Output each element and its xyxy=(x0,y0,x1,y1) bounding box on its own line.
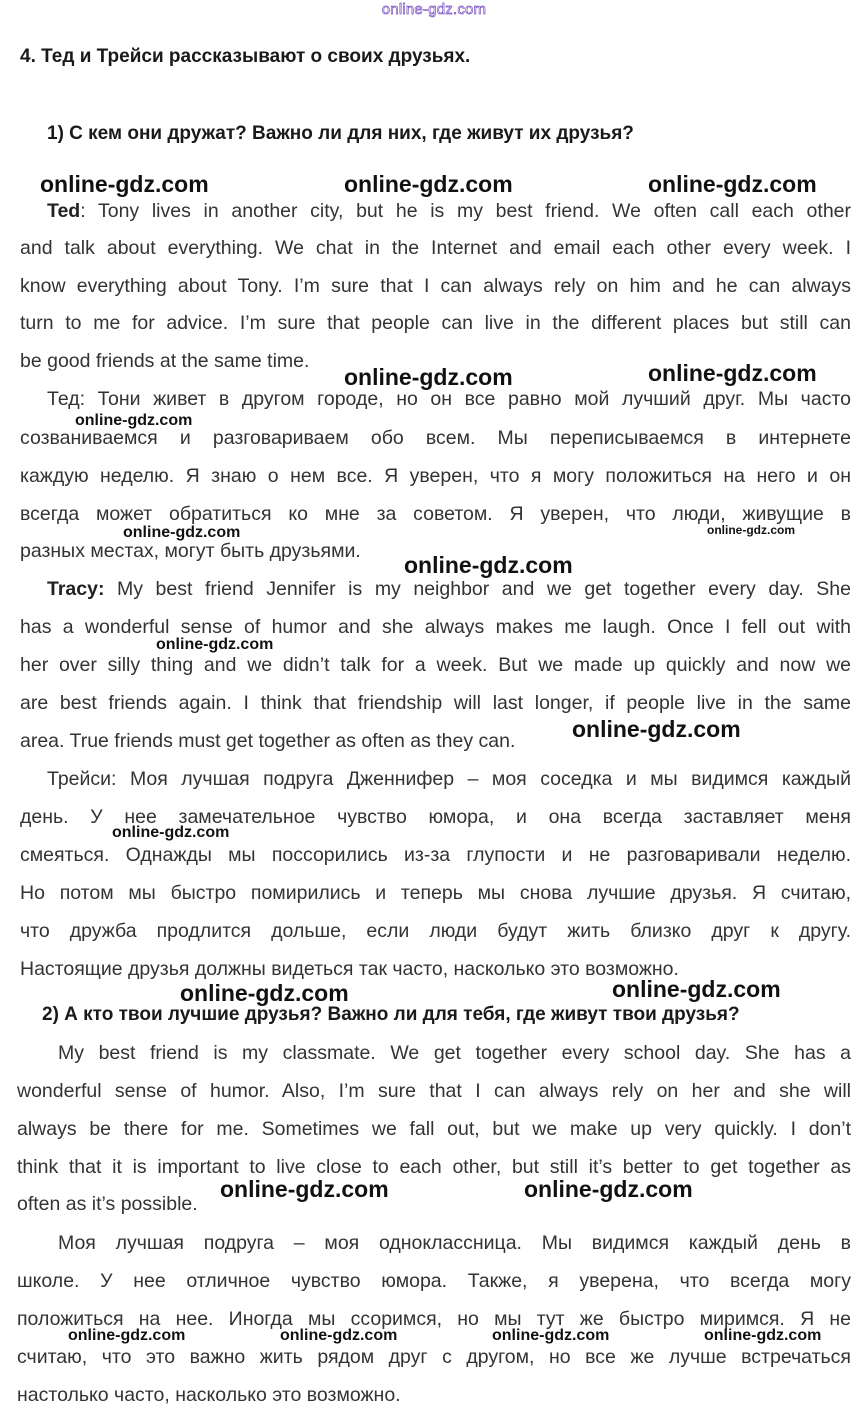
watermark: online-gdz.com xyxy=(404,552,573,578)
watermark: online-gdz.com xyxy=(75,412,193,429)
watermark: online-gdz.com xyxy=(156,636,274,653)
watermark: online-gdz.com xyxy=(40,171,209,197)
tracy-ru-line-2: день. У нее замечательное чувство юмора, и она всегда заставляет меня xyxy=(20,806,851,828)
ted-name: Ted xyxy=(47,200,81,222)
ted-ru-line-4: всегда может обратиться ко мне за советом. Я уверен, что люди, живущие в xyxy=(20,503,851,525)
tracy-ru-line-3: смеяться. Однажды мы поссорились из-за глупости и не разговаривали неделю. xyxy=(20,844,851,866)
watermark: online-gdz.com xyxy=(707,523,795,537)
watermark: online-gdz.com xyxy=(112,824,230,841)
ted-en-line-5: be good friends at the same time. xyxy=(20,350,310,372)
ted-en-line-3: know everything about Tony. I’m sure that I can always rely on him and he can always xyxy=(20,275,851,297)
answer-ru-line-3: положиться на нее. Иногда мы ссоримся, но мы тут же быстро миримся. Я не xyxy=(17,1308,851,1330)
watermark: online-gdz.com xyxy=(648,360,817,386)
watermark: online-gdz.com xyxy=(524,1176,693,1202)
watermark: online-gdz.com xyxy=(344,364,513,390)
ted-ru-line-3: каждую неделю. Я знаю о нем все. Я уверен, что я могу положиться на него и он xyxy=(20,465,851,487)
ted-ru-line-1: Тед: Тони живет в другом городе, но он все равно мой лучший друг. Мы часто xyxy=(47,388,851,410)
answer-en-line-5: often as it’s possible. xyxy=(17,1193,198,1215)
answer-en-line-4: think that it is important to live close to each other, but still it’s better to get together as xyxy=(17,1156,851,1178)
task-title: 4. Тед и Трейси рассказывают о своих друзьях. xyxy=(20,46,471,67)
ted-en-line-4: turn to me for advice. I’m sure that people can live in the different places but still can xyxy=(20,312,851,334)
watermark: online-gdz.com xyxy=(220,1176,389,1202)
watermark-top: online-gdz.com xyxy=(381,1,487,18)
answer-ru-line-2: школе. У нее отличное чувство юмора. Также, я уверена, что всегда могу xyxy=(17,1270,851,1292)
tracy-en-line-2: has a wonderful sense of humor and she always makes me laugh. Once I fell out with xyxy=(20,616,851,638)
answer-ru-line-5: настолько часто, насколько это возможно. xyxy=(17,1384,401,1406)
watermark: online-gdz.com xyxy=(492,1327,610,1344)
tracy-en-line-5: area. True friends must get together as often as they can. xyxy=(20,730,516,752)
watermark: online-gdz.com xyxy=(68,1327,186,1344)
tracy-ru-line-1: Трейси: Моя лучшая подруга Дженнифер – моя соседка и мы видимся каждый xyxy=(47,768,851,790)
answer-en-line-2: wonderful sense of humor. Also, I’m sure that I can always rely on her and she will xyxy=(17,1080,851,1102)
watermark: online-gdz.com xyxy=(280,1327,398,1344)
tracy-en-line-4: are best friends again. I think that friendship will last longer, if people live in the same xyxy=(20,692,851,714)
watermark: online-gdz.com xyxy=(344,171,513,197)
tracy-en-line-3: her over silly thing and we didn’t talk for a week. But we made up quickly and now we xyxy=(20,654,851,676)
question-1: 1) С кем они дружат? Важно ли для них, где живут их друзья? xyxy=(47,123,634,144)
answer-ru-line-1: Моя лучшая подруга – моя одноклассница. Мы видимся каждый день в xyxy=(58,1232,851,1254)
answer-ru-line-4: считаю, что это важно жить рядом друг с другом, но все же лучше встречаться xyxy=(17,1346,851,1368)
ted-ru-line-2: созваниваемся и разговариваем обо всем. Мы переписываемся в интернете xyxy=(20,427,851,449)
watermark: online-gdz.com xyxy=(612,976,781,1002)
answer-en-line-3: always be there for me. Sometimes we fall out, but we make up very quickly. I don’t xyxy=(17,1118,851,1140)
tracy-en-line-1: Tracy: My best friend Jennifer is my neighbor and we get together every day. She xyxy=(47,578,851,600)
ted-en-line-2: and talk about everything. We chat in the Internet and email each other every week. I xyxy=(20,237,851,259)
tracy-ru-line-5: что дружба продлится дольше, если люди будут жить близко друг к другу. xyxy=(20,920,851,942)
question-2: 2) А кто твои лучшие друзья? Важно ли для тебя, где живут твои друзья? xyxy=(42,1004,740,1025)
tracy-name: Tracy: xyxy=(47,578,105,600)
answer-en-line-1: My best friend is my classmate. We get together every school day. She has a xyxy=(58,1042,851,1064)
tracy-ru-line-6: Настоящие друзья должны видеться так часто, насколько это возможно. xyxy=(20,958,679,980)
ted-ru-line-5: разных местах, могут быть друзьями. xyxy=(20,540,361,562)
tracy-ru-line-4: Но потом мы быстро помирились и теперь мы снова лучшие друзья. Я считаю, xyxy=(20,882,851,904)
ted-en-line-1: Ted: Tony lives in another city, but he is my best friend. We often call each other xyxy=(47,200,851,222)
watermark: online-gdz.com xyxy=(704,1327,822,1344)
watermark: online-gdz.com xyxy=(180,980,349,1006)
watermark: online-gdz.com xyxy=(123,524,241,541)
watermark: online-gdz.com xyxy=(648,171,817,197)
watermark: online-gdz.com xyxy=(572,716,741,742)
